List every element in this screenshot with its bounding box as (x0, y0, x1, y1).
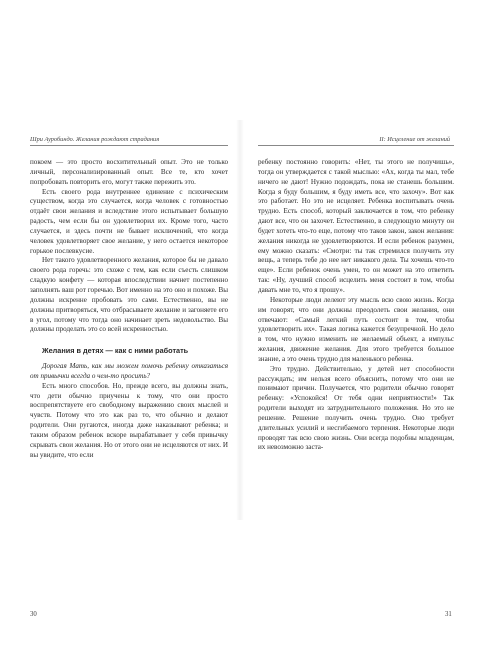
section-heading: Желания в детях — как с ними работать (42, 346, 189, 356)
page-number-left: 30 (30, 611, 37, 618)
running-header-left: Шри Ауробиндо. Желания рождают страдания (30, 136, 160, 143)
paragraph: покоем — это просто восхитительный опыт. Это не только личный, персонализированный опыт. Все те, кто хочет попробовать повторить его, могут также пережить это. (30, 158, 228, 186)
paragraph: Нет такого удовлетворенного желания, которое бы не давало своего рода горечь: это схоже с тем, как если съесть слишком сладкую конфету — которая впоследствии начнет постепенно заполнять ваш рот горечью. Вот именно на это оно и похоже. Вы должны искренне пробовать это сами. Естественно, вы не должны притворяться, что отбрасываете желание и загоняете его в угол, потому что тогда оно начинает зреть недовольство. Вы должны проделать это со всей искренностью. (30, 256, 228, 334)
question-paragraph: Дорогая Мать, как мы можем помочь ребенку отказаться от привычки всегда о чем-то просить? (30, 362, 228, 380)
running-header-right: II: Исцеление от желаний (379, 136, 450, 143)
page-number-right: 31 (445, 611, 452, 618)
paragraph: Это трудно. Действительно, у детей нет способности рассуждать; им нельзя всего объяснить, потому что они не понимают причин. Получается, что родители обычно говорят ребенку: «Успокойся! От тебя одни неприятности!» Так родители выходят из затруднительного положения. Но это не решение. Решение получить очень трудно. Оно требует длительных усилий и несгибаемого терпения. Некоторые люди проводят так всю свою жизнь. Они всегда подобны младенцам, их невозможно заста- (258, 364, 454, 452)
header-rule-right (258, 145, 454, 146)
paragraph: ребенку постоянно говорить: «Нет, ты этого не получишь», тогда он утверждается с такой мыслью: «Ах, когда ты мал, тебе ничего не дают! Нужно подождать, пока не станешь большим. Когда я буду большим, я буду иметь все, что захочу». Вот как это работает. Но это не исцеляет. Ребенка воспитывать очень трудно. Есть способ, который заключается в том, что ребенку дают все, что он захочет. Естественно, в следующую минуту он будет хотеть что-то еще, потому что таков закон, закон желания: желания никогда не удовлетворяются. И если ребенок разумен, ему можно сказать: «Смотри: ты так стремился получить эту вещь, а теперь тебе до нее нет никакого дела. Ты хочешь что-то еще». Если ребенок очень умен, то он может на это ответить так: «Ну, лучший способ исцелить меня состоит в том, чтобы давать мне то, что я прошу». (258, 158, 454, 294)
paragraph: Некоторые люди лелеют эту мысль всю свою жизнь. Когда им говорят, что они должны преодолеть свои желания, они отвечают: «Самый легкий путь состоит в том, чтобы удовлетворить их». Такая логика кажется безупречной. Но дело в том, что нужно изменить не желаемый объект, а импульс желания, движение желания. Для этого требуется большое знание, а это очень трудно для маленького ребенка. (258, 295, 454, 363)
right-page (240, 0, 480, 650)
paragraph: Есть своего рода внутреннее единение с психическим существом, когда это случается, когда человек с готовностью отдаёт свои желания и вследствие этого испытывает большую радость, чем если бы он удовлетворил их. Кроме того, часто случается, и здесь почти не бывает исключений, что когда человек удовлетворяет свое желание, у него остается некоторое горькое послевкусие. (30, 187, 228, 255)
right-page-text (258, 158, 454, 453)
paragraph: Есть много способов. Но, прежде всего, вы должны знать, что дети обычно приучены к тому, что они просто воспрепятствуете его свободному выражению своих мыслей и чувств. Потому что это как раз то, что обычно и делают родители. Они ругаются, иногда даже наказывают ребенка; и таким образом ребенок вскоре вырабатывает у себя привычку скрывать свои желания. Но от этого они не исцеляются от них. И вы увидите, что если (30, 381, 228, 459)
header-rule-left (30, 145, 228, 146)
left-page-text (30, 158, 228, 460)
